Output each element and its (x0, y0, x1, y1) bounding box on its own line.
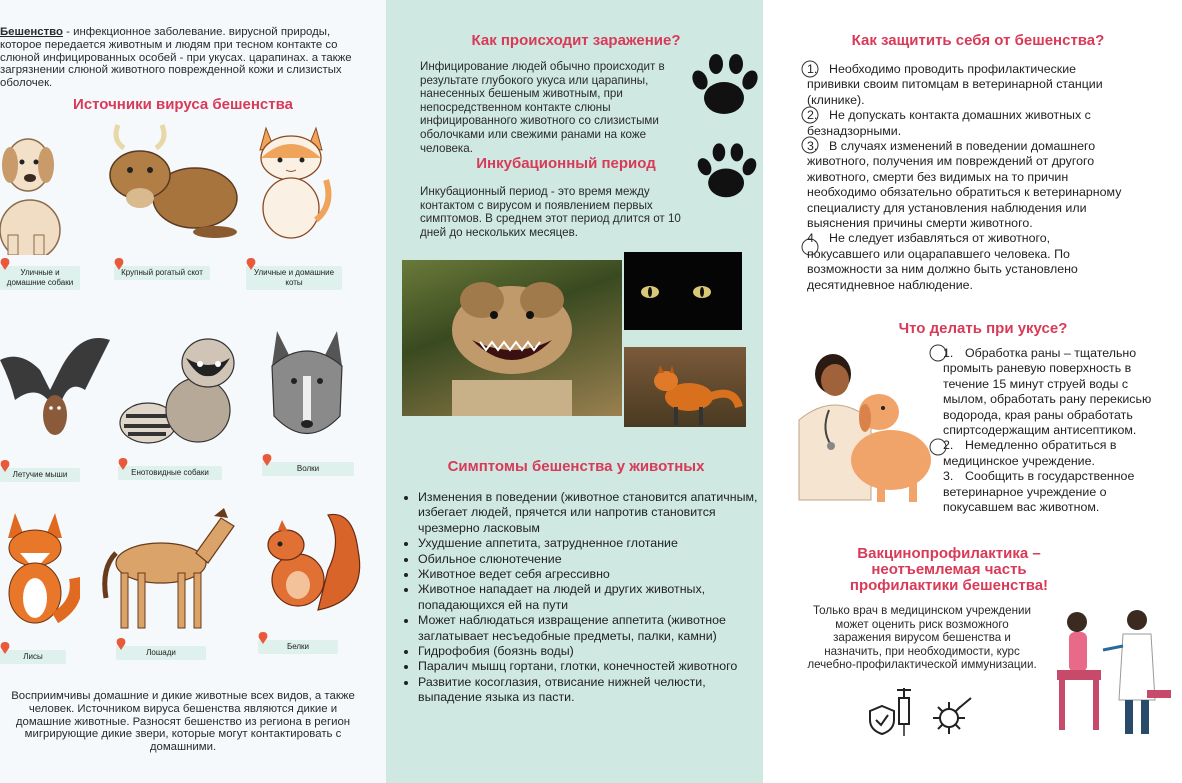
symptoms-title: Симптомы бешенства у животных (447, 458, 705, 475)
bite-title: Что делать при укусе? (898, 320, 1068, 337)
middle-panel (386, 0, 763, 783)
animal-label-dog: Уличные и домашние собаки (0, 266, 80, 290)
left-panel (0, 0, 386, 783)
sources-footer-text: Восприимчивы домашние и дикие животные всех видов, а также человек. Источником вируса бешенства являются дикие и домашние животные. Разносят бешенство из региона в регион мигрирующие дикие звери, которые могут контактировать с домашними. (11, 690, 355, 754)
squirrel-icon (258, 500, 368, 620)
bite-item: 1. Обработка раны – тщательно промыть раневую поверхность в течение 15 минут струей воды с мылом, обработать рану перекисью водорода, края раны обработать спиртсодержащим антисептиком. (943, 346, 1152, 438)
symptom-item: • Паралич мышц гортани, глотки, конечностей животного (418, 659, 758, 674)
pin-icon (118, 458, 128, 470)
animal-label-squirrel: Белки (258, 640, 338, 654)
animal-label-horse: Лошади (116, 646, 206, 660)
animal-card-fox (0, 508, 110, 668)
vaccination-scene-icon (1047, 600, 1177, 740)
animal-card-bat (0, 330, 110, 490)
pin-icon (116, 638, 126, 650)
number-circle-icon (801, 106, 819, 124)
fox-photo (624, 347, 746, 427)
animal-label-bat: Летучие мыши (0, 468, 80, 482)
pin-icon (114, 258, 124, 270)
animal-card-dog (0, 120, 100, 290)
symptoms-list (400, 490, 758, 706)
pin-icon (0, 460, 10, 472)
intro-text: - инфекционное заболевание. вирусной природы, которое передается животным и людям при тесном контакте со слюной инфицированных особей - при укусах. царапинах. а также загрязнении слюной животного поврежденной кожи и слизистых оболочек. (0, 26, 352, 90)
virus-icon (929, 696, 973, 738)
cattle-icon (100, 120, 240, 245)
animal-label-wolf: Волки (262, 462, 354, 476)
pin-icon (262, 454, 272, 466)
symptom-item: • Обильное слюнотечение (418, 552, 758, 567)
animal-card-horse (96, 508, 246, 668)
infection-title: Как происходит заражение? (471, 32, 681, 49)
syringe-icon (891, 688, 917, 738)
sources-title: Источники вируса бешенства (73, 96, 293, 113)
animal-label-cat: Уличные и домашние коты (246, 266, 342, 290)
protect-item: 1. Необходимо проводить профилактические прививки своим питомцам в ветеринарной станции (клинике). (807, 62, 1103, 107)
aggressive-dog-photo (402, 260, 622, 416)
animal-card-raccoon-dog (118, 328, 248, 488)
symptom-item: • Ухудшение аппетита, затрудненное глотание (418, 536, 758, 551)
animal-card-cat (246, 120, 356, 290)
vaccine-text: Только врач в медицинском учреждении может оценить риск возможного заражения вирусом бешенства и назначить, при необходимости, курс лечебно-профилактической иммунизации. (807, 604, 1037, 672)
intro-paragraph (0, 26, 370, 90)
animal-card-wolf (262, 326, 362, 486)
symptom-item: • Может наблюдаться извращение аппетита (животное заглатывает несъедобные предметы, палки, камни) (418, 613, 758, 644)
animal-label-fox: Лисы (0, 650, 66, 664)
dog-icon (0, 120, 90, 255)
pin-icon (246, 258, 256, 270)
paw-print-icon (692, 140, 762, 206)
fox-icon (0, 508, 80, 628)
wolf-icon (262, 326, 352, 451)
incubation-title: Инкубационный период (476, 155, 656, 172)
symptom-item: • Животное нападает на людей и других животных, попадающихся ей на пути (418, 582, 758, 613)
protect-title: Как защитить себя от бешенства? (851, 32, 1105, 49)
symptom-item: • Животное ведет себя агрессивно (418, 567, 758, 582)
protect-item: 3. В случаях изменений в поведении домашнего животного, получения им повреждений от другого животного, смерти без видимых на то причин необходимо обязательно обратиться к ветеринарному специалисту для установления наблюдения или выяснения причины смерти животного. (807, 139, 1122, 231)
right-panel (763, 0, 1182, 783)
animal-card-squirrel (258, 500, 368, 660)
protect-item: 2. Не допускать контакта домашних животных с безнадзорными. (807, 108, 1091, 138)
raccoon-dog-icon (118, 328, 248, 448)
symptom-item: • Развитие косоглазия, отвисание нижней челюсти, выпадение языка из пасти. (418, 675, 758, 706)
cat-icon (246, 120, 336, 245)
number-circle-icon (801, 136, 819, 154)
infection-text: Инфицирование людей обычно происходит в результате глубокого укуса или царапины, нанесенных бешеным животным, при непосредственном контакте слюны инфицированного животного со слизистыми оболочками или свежими ранами на коже человека. (420, 60, 665, 155)
protect-item: 4. Не следует избавляться от животного, покусавшего или оцарапавшего человека. По возможности за ним должно быть установлено десятидневное наблюдение. (807, 231, 1078, 292)
cat-eyes-photo (624, 252, 742, 330)
bite-item: 3. Сообщить в государственное ветеринарное учреждение о покусавшем вас животном. (943, 469, 1135, 515)
bite-item: 2. Немедленно обратиться в медицинское учреждение. (943, 438, 1117, 468)
number-circle-icon (801, 60, 819, 78)
vaccine-title: Вакцинопрофилактика – неотъемлемая часть профилактики бешенства! (849, 545, 1049, 594)
symptom-item: • Гидрофобия (боязнь воды) (418, 644, 758, 659)
animal-card-cattle (100, 120, 240, 290)
bite-list (943, 346, 1157, 515)
number-circle-icon (929, 438, 947, 456)
intro-term: Бешенство (0, 26, 63, 38)
protect-list (807, 62, 1123, 293)
vet-with-dog-icon (791, 350, 941, 510)
number-circle-icon (929, 344, 947, 362)
incubation-text: Инкубационный период - это время между контактом с вирусом и появлением первых симптомов. В среднем этот период длится от 10 дней до нескольких месяцев. (420, 185, 681, 239)
animal-label-raccoon-dog: Енотовидные собаки (118, 466, 222, 480)
pin-icon (258, 632, 268, 644)
horse-icon (96, 508, 246, 638)
paw-print-icon (686, 52, 763, 122)
animal-label-cattle: Крупный рогатый скот (114, 266, 210, 280)
pin-icon (0, 642, 10, 654)
bat-icon (0, 330, 110, 440)
pin-icon (0, 258, 10, 270)
number-circle-icon (801, 238, 819, 256)
symptom-item: • Изменения в поведении (животное становится апатичным, избегает людей, прячется или напротив становится чрезмерно ласковым (418, 490, 758, 536)
